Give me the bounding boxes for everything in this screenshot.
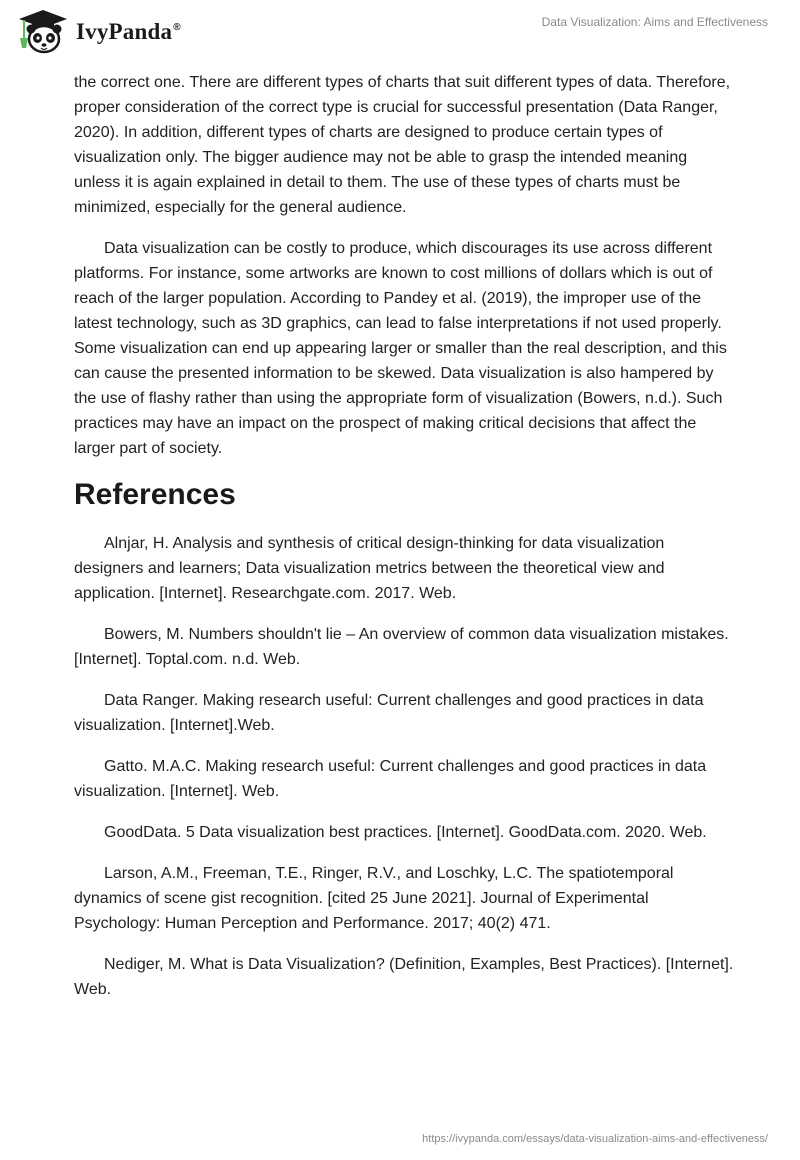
logo-wordmark xyxy=(76,19,181,45)
body-paragraph: Data visualization can be costly to produce, which discourages its use across different platforms. For instance, some artworks are known to cost millions of dollars which is out of reach of the larger population. According to Pandey et al. (2019), the improper use of the latest technology, such as 3D graphics, can lead to false interpretations if not used properly. Some visualization can end up appearing larger or smaller than the real description, and this can cause the presented information to be skewed. Data visualization is also hampered by the use of flashy rather than using the appropriate form of visualization (Bowers, n.d.). Such practices may have an impact on the prospect of making critical decisions that affect the larger part of society. xyxy=(74,240,727,457)
reference-item: Gatto. M.A.C. Making research useful: Current challenges and good practices in data visualization. [Internet]. Web. xyxy=(74,758,707,800)
reference-item: Nediger, M. What is Data Visualization? (Definition, Examples, Best Practices). [Internet]. Web. xyxy=(74,956,734,998)
reference-item: Larson, A.M., Freeman, T.E., Ringer, R.V., and Loschky, L.C. The spatiotemporal dynamics of scene gist recognition. [cited 25 June 2021]. Journal of Experimental Psychology: Human Perception and Performance. 2017; 40(2) 471. xyxy=(74,865,674,932)
body-paragraph: the correct one. There are different types of charts that suit different types of data. Therefore, proper consideration of the correct type is crucial for successful presentation (Data Ranger, 2020). In addition, different types of charts are designed to produce certain types of visualization only. The bigger audience may not be able to grasp the intended meaning unless it is again explained in detail to them. The use of these types of charts must be minimized, especially for the general audience. xyxy=(74,74,731,216)
reference-item: Data Ranger. Making research useful: Current challenges and good practices in data visualization. [Internet].Web. xyxy=(74,692,704,734)
references-heading: References xyxy=(74,478,236,511)
footer-url-link[interactable]: https://ivypanda.com/essays/data-visualization-aims-and-effectiveness/ xyxy=(422,1133,768,1145)
page-header xyxy=(0,0,800,70)
brand-name: IvyPanda xyxy=(76,19,173,44)
essay-content xyxy=(74,70,734,1018)
reference-item: Bowers, M. Numbers shouldn't lie – An overview of common data visualization mistakes. [Internet]. Toptal.com. n.d. Web. xyxy=(74,626,729,668)
reference-list xyxy=(74,531,734,1002)
ivypanda-logo[interactable] xyxy=(14,8,181,56)
registered-mark: ® xyxy=(173,22,181,34)
reference-item: GoodData. 5 Data visualization best practices. [Internet]. GoodData.com. 2020. Web. xyxy=(104,824,707,841)
panda-graduate-icon xyxy=(14,8,72,56)
document-title: Data Visualization: Aims and Effectiveness xyxy=(541,15,768,29)
reference-item: Alnjar, H. Analysis and synthesis of critical design-thinking for data visualization designers and learners; Data visualization metrics between the theoretical view and application. [Internet]. Researchgate.com. 2017. Web. xyxy=(74,535,665,602)
